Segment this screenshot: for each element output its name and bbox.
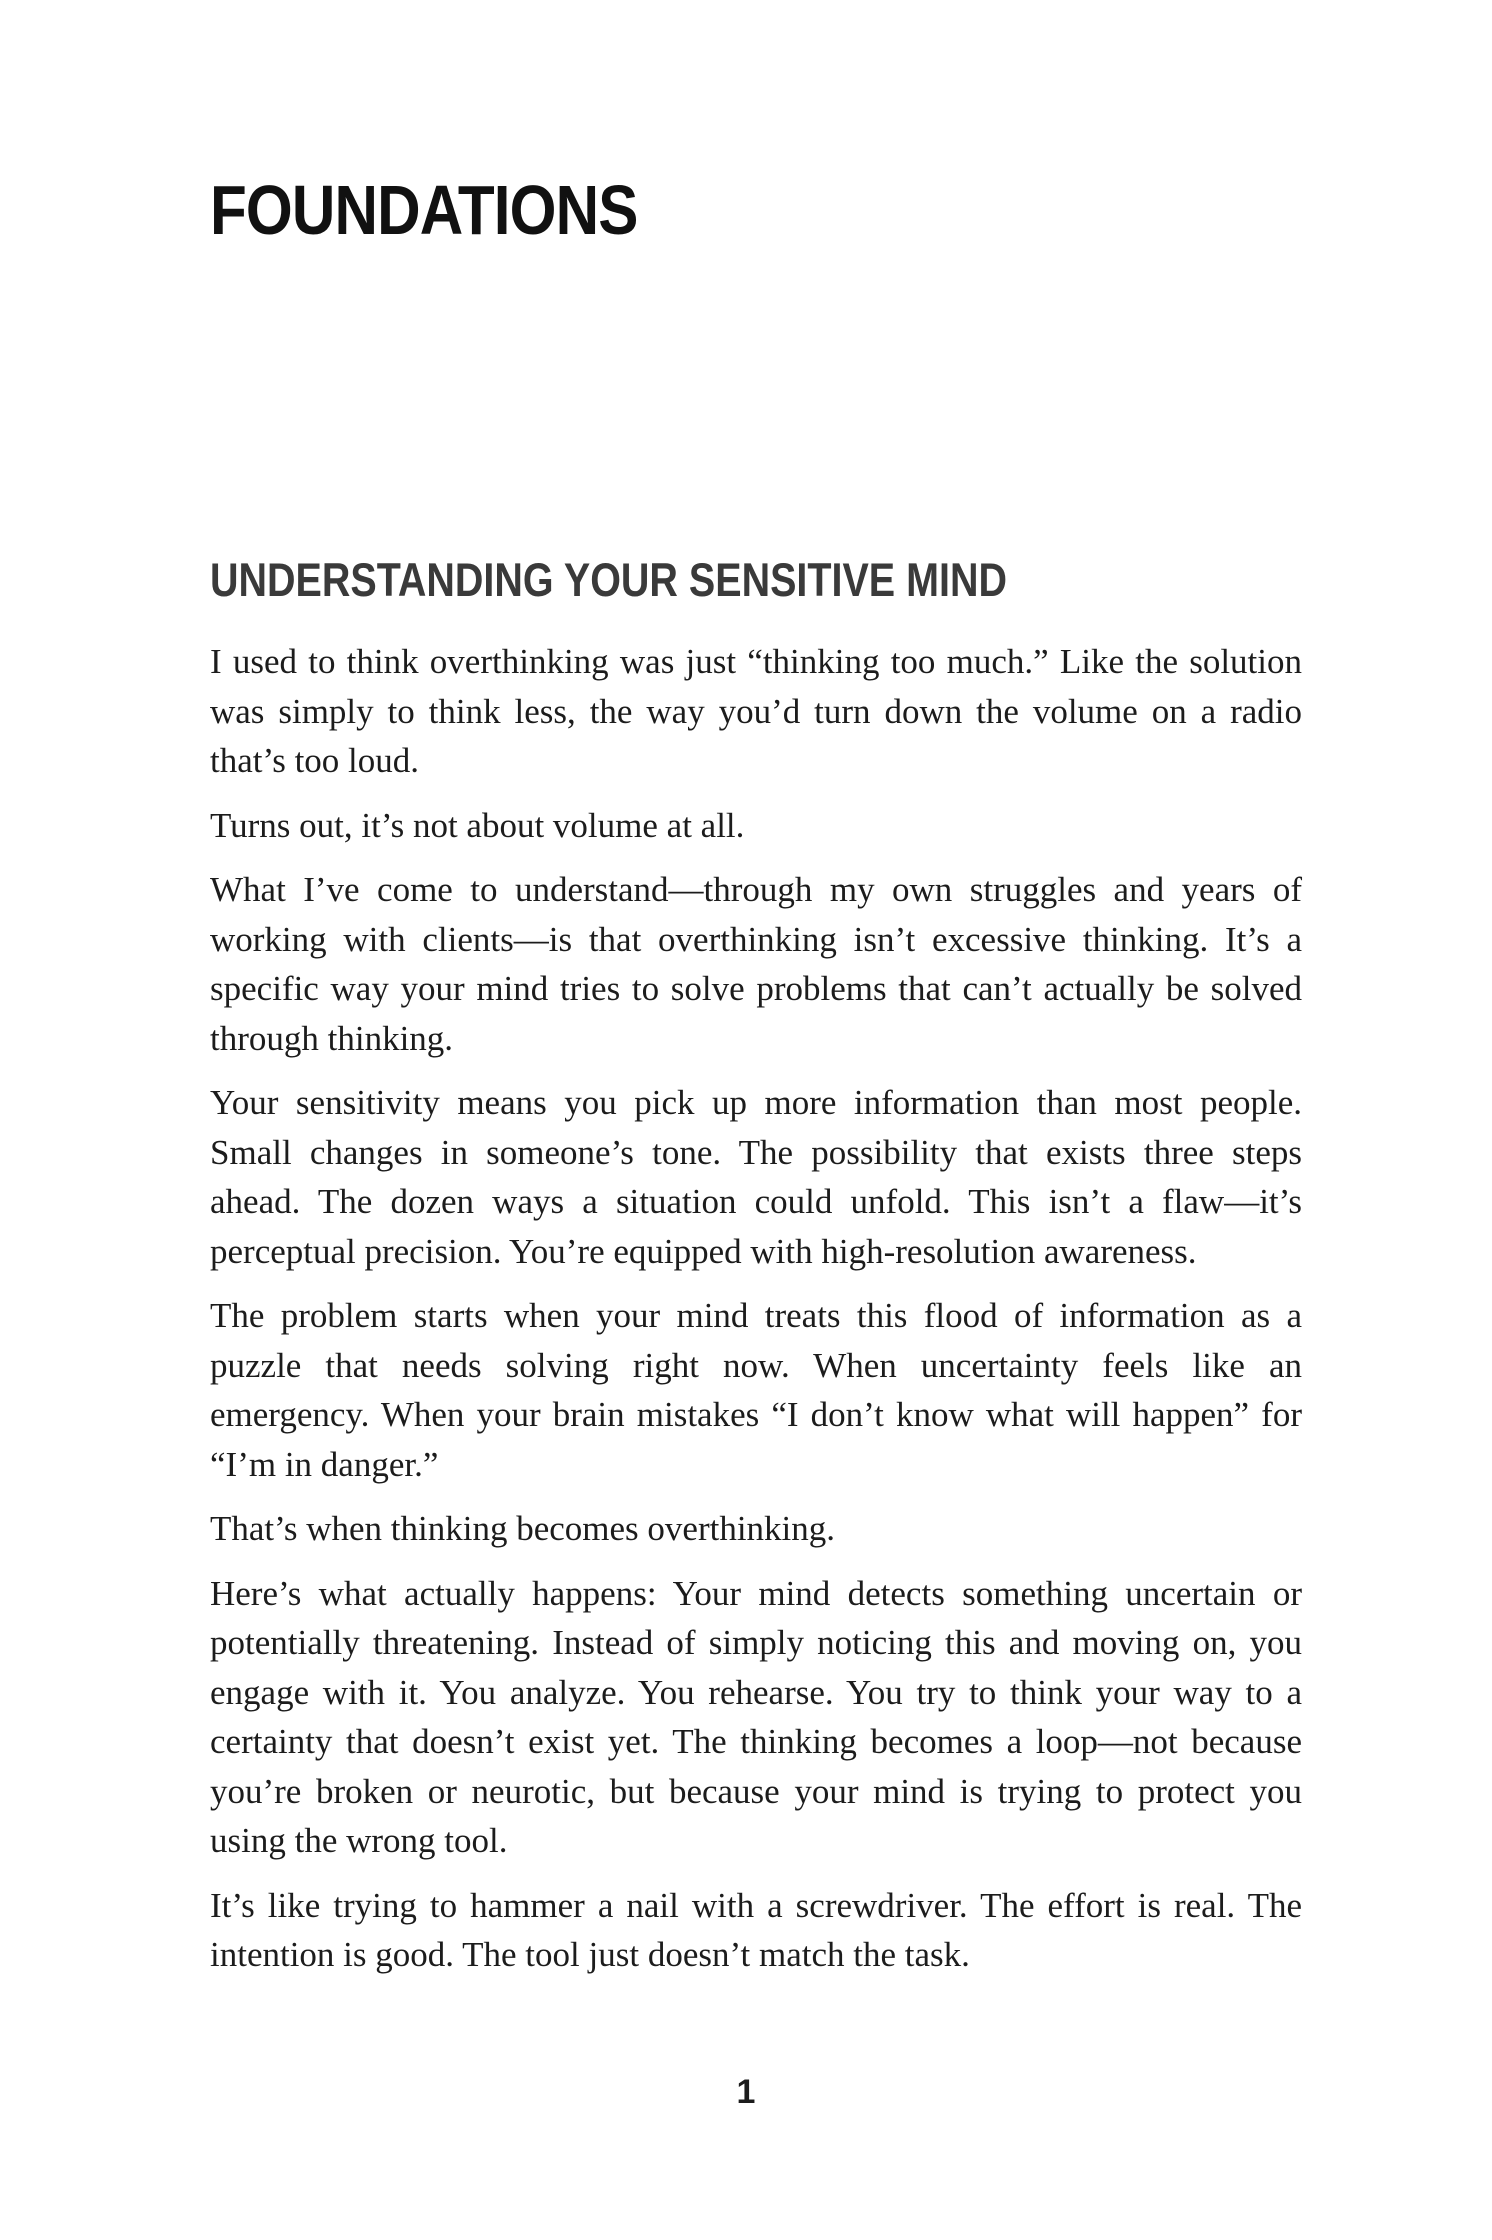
chapter-title: FOUNDATIONS (210, 171, 638, 249)
section-title: UNDERSTANDING YOUR SENSITIVE MIND (210, 553, 1007, 606)
body-text (210, 637, 1302, 1995)
paragraph: It’s like trying to hammer a nail with a screwdriver. The effort is real. The intention is good. The tool just doesn’t match the task. (210, 1885, 1302, 1974)
paragraph: What I’ve come to understand—through my own struggles and years of working with clients—is that overthinking isn’t excessive thinking. It’s a specific way your mind tries to solve problems that can’t actually be solved through thinking. (210, 870, 1302, 1058)
paragraph: I used to think overthinking was just “thinking too much.” Like the solution was simply to think less, the way you’d turn down the volume on a radio that’s too loud. (210, 642, 1302, 780)
paragraph: Your sensitivity means you pick up more information than most people. Small changes in someone’s tone. The possibility that exists three steps ahead. The dozen ways a situation could unfold. This isn’t a flaw—it’s perceptual precision. You’re equipped with high-resolution awareness. (210, 1083, 1302, 1271)
page-number: 1 (736, 2073, 756, 2111)
paragraph: Here’s what actually happens: Your mind detects something uncertain or potentially threatening. Instead of simply noticing this and moving on, you engage with it. You analyze. You rehearse. You try to think your way to a certainty that doesn’t exist yet. The thinking becomes a loop—not because you’re broken or neurotic, but because your mind is trying to protect you using the wrong tool. (210, 1573, 1302, 1860)
paragraph: The problem starts when your mind treats this flood of information as a puzzle that needs solving right now. When uncertainty feels like an emergency. When your brain mistakes “I don’t know what will happen” for “I’m in danger.” (210, 1296, 1302, 1484)
paragraph: That’s when thinking becomes overthinking. (210, 1509, 836, 1548)
paragraph: Turns out, it’s not about volume at all. (210, 805, 745, 845)
